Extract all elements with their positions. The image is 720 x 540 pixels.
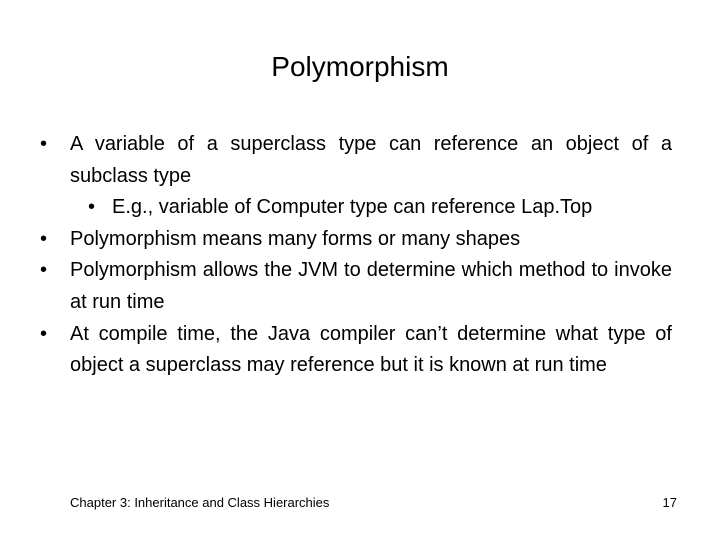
bullet-marker: • [40, 322, 48, 345]
bullet-text: At compile time, the Java compiler can’t determine what type of object a superclass may reference but it is known at run time [70, 322, 672, 377]
bullet-text: Polymorphism means many forms or many shapes [70, 227, 521, 250]
page-number: 17 [662, 495, 677, 510]
bullet-item [40, 129, 672, 192]
bullet-item [40, 224, 672, 256]
bullet-marker: • [40, 259, 48, 282]
bullet-text: A variable of a superclass type can reference an object of a subclass type [70, 133, 672, 187]
slide-body [40, 129, 672, 382]
bullet-text: E.g., variable of Computer type can reference Lap.Top [112, 196, 593, 219]
bullet-item [40, 319, 672, 382]
sub-bullet-item [88, 192, 672, 224]
bullet-text: Polymorphism allows the JVM to determine which method to invoke at run time [70, 259, 672, 313]
bullet-marker: • [40, 227, 48, 250]
slide-title: Polymorphism [271, 51, 449, 82]
bullet-marker: • [40, 133, 48, 155]
footer-chapter: Chapter 3: Inheritance and Class Hierarchies [70, 495, 330, 510]
bullet-marker: • [88, 196, 96, 219]
bullet-item [40, 255, 672, 318]
